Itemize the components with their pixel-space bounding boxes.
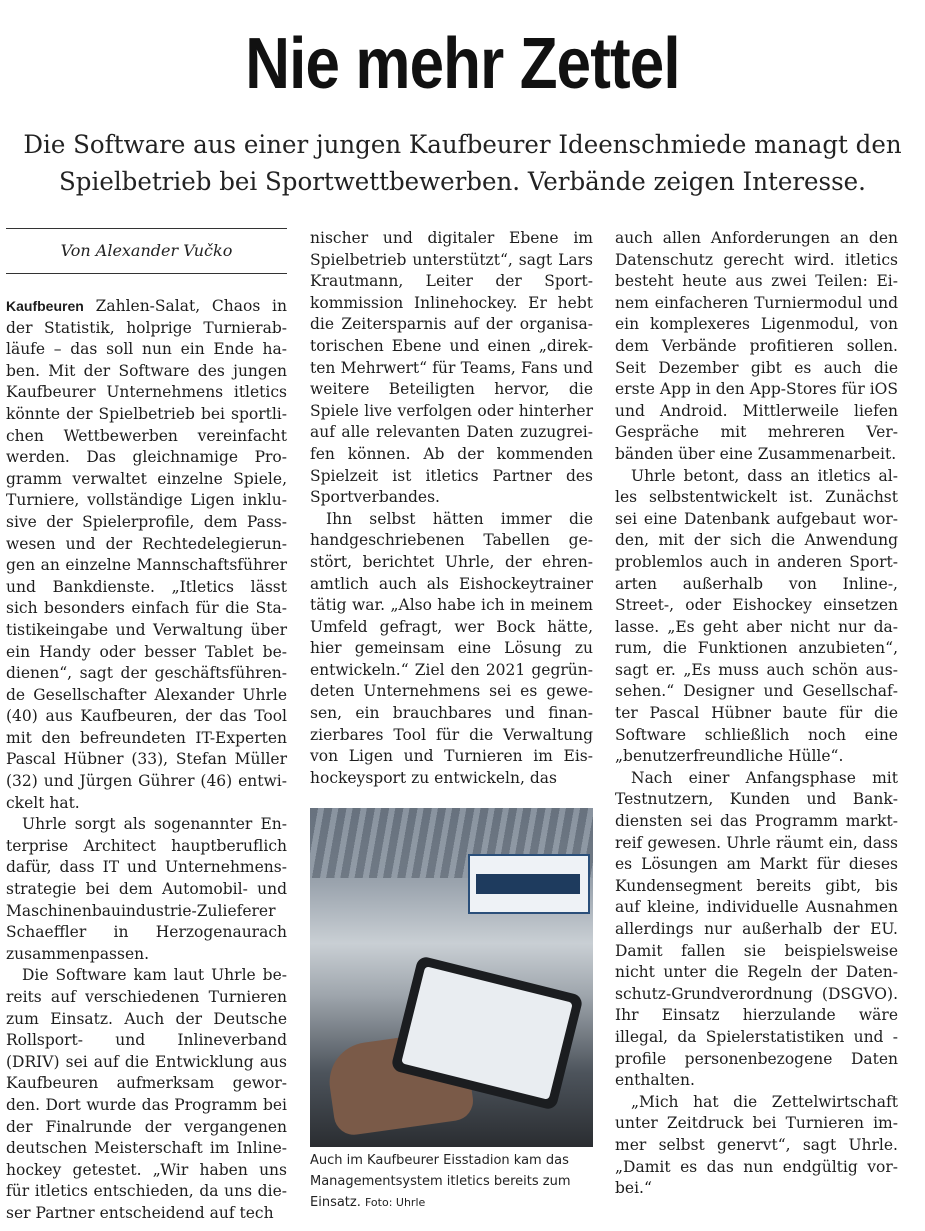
scoreboard (468, 854, 590, 914)
byline-block (6, 228, 287, 274)
article-column-1 (6, 228, 287, 1225)
article-photo (310, 808, 593, 1147)
paragraph-1-text: Zahlen-Salat, Chaos in der Statistik, holprige Turnierabläufe – das soll nun ein Ende haben. Mit der Software des jungen Kaufbeurer Unternehmens itletics könnte der Spielbetrieb bei sportlichen Wettbewerben vereinfacht werden. Das gleichnamige Programm verwaltet einzelne Spiele, Turniere, vollständige Ligen inklusive der Spielerprofile, dem Passwesen und der Rechtedelegierungen an einzelne Mannschaftsführer und Bankdienste. „Itletics lässt sich besonders einfach für die Statistikeingabe und Verwaltung über ein Handy oder besser Tablet bedienen“, sagt der geschäftsführende Gesellschafter Alexander Uhrle (40) aus Kaufbeuren, der das Tool mit den befreundeten IT-Experten Pascal Hübner (33), Stefan Müller (32) und Jürgen Gührer (46) entwickelt hat. (6, 297, 287, 812)
article-column-3 (615, 228, 898, 1200)
caption-text: Auch im Kaufbeurer Eisstadion kam das Managementsystem itletics bereits zum Einsatz. (310, 1153, 571, 1210)
dateline: Kaufbeuren (6, 298, 84, 314)
byline: Von Alexander Vučko (60, 241, 233, 261)
paragraph-7: Uhrle betont, dass an itletics alles selbstentwickelt ist. Zunächst sei eine Datenbank aufgebaut worden, mit der sich die Anwendung problemlos auch in anderen Sportarten außerhalb von Inline-, Street-, oder Eishockey einsetzen lasse. „Es geht aber nicht nur darum, die Funktionen anzubieten“, sagt er. „Es muss auch schön aussehen.“ Designer und Gesellschafter Pascal Hübner baute für die Software schließlich noch eine „benutzerfreundliche Hülle“. (615, 466, 898, 766)
subheadline: Die Software aus einer jungen Kaufbeurer Ideenschmiede managt den Spielbetrieb bei Sportwettbewerben. Verbände zeigen Interesse. (23, 130, 902, 196)
paragraph-2: Uhrle sorgt als sogenannter Enterprise Architect hauptberuflich dafür, dass IT und Unternehmensstrategie bei dem Automobil- und Maschinenbauindustrie-Zulieferer Schaeffler in Herzogenaurach zusammenpassen. (6, 815, 287, 963)
photo-credit: Foto: Uhrle (365, 1196, 426, 1209)
paragraph-5: Ihn selbst hätten immer die handgeschriebenen Tabellen gestört, berichtet Uhrle, der ehrenamtlich auch als Eishockeytrainer tätig war. „Also habe ich in meinem Umfeld gefragt, wer Bock hätte, hier gemeinsam eine Lösung zu entwickeln.“ Ziel den 2021 gegründeten Unternehmens sei es gewesen, ein brauchbares und finanzierbares Tool für die Verwaltung von Ligen und Turnieren im Eishockeysport zu entwickeln, das (310, 509, 593, 787)
article-column-2 (310, 228, 593, 789)
paragraph-8: Nach einer Anfangsphase mit Testnutzern, Kunden und Bankdiensten sei das Programm marktreif gewesen. Uhrle räumt ein, dass es Lösungen am Markt für dieses Kundensegment bereits gibt, bis auf kleine, individuelle Ausnahmen allerdings nur außerhalb der EU. Damit fallen sie beispielsweise nicht unter die Regeln der Datenschutz-Grundverordnung (DSGVO). Ihr Einsatz hierzulande wäre illegal, da Spielerstatistiken und -profile personenbezogene Daten enthalten. (615, 768, 898, 1090)
headline: Nie mehr Zettel (245, 24, 680, 104)
paragraph-3: Die Software kam laut Uhrle bereits auf verschiedenen Turnieren zum Einsatz. Auch der Deutsche Rollsport- und Inlineverband (DRIV) sei auf die Entwicklung aus Kaufbeuren aufmerksam geworden. Dort wurde das Programm bei der Finalrunde der vergangenen deutschen Meisterschaft im Inlinehockey getestet. „Wir haben uns für itletics entschieden, da uns dieser Partner entscheidend auf tech (6, 966, 287, 1222)
paragraph-9: „Mich hat die Zettelwirtschaft unter Zeitdruck bei Turnieren immer selbst genervt“, sagt Uhrle. „Damit es das nun endgültig vorbei.“ (615, 1092, 898, 1198)
paragraph-4: nischer und digitaler Ebene im Spielbetrieb unterstützt“, sagt Lars Krautmann, Leiter der Sportkommission Inlinehockey. Er hebt die Zeitersparnis auf der organisatorischen Ebene und einen „direkten Mehrwert“ für Teams, Fans und weitere Beteiligten hervor, die Spiele live verfolgen oder hinterher auf alle relevanten Daten zuzugreifen können. Ab der kommenden Spielzeit ist itletics Partner des Sportverbandes. (310, 229, 593, 507)
paragraph-6: auch allen Anforderungen an den Datenschutz gerecht wird. itletics besteht heute aus zwei Teilen: Einem einfacheren Turniermodul und ein komplexeres Ligenmodul, von dem Verbände profitieren sollen. Seit Dezember gibt es auch die erste App in den App-Stores für iOS und Android. Mittlerweile liefen Gespräche mit mehreren Verbänden über eine Zusammenarbeit. (615, 229, 898, 463)
paragraph-1 (6, 296, 287, 814)
photo-caption (310, 1150, 593, 1213)
